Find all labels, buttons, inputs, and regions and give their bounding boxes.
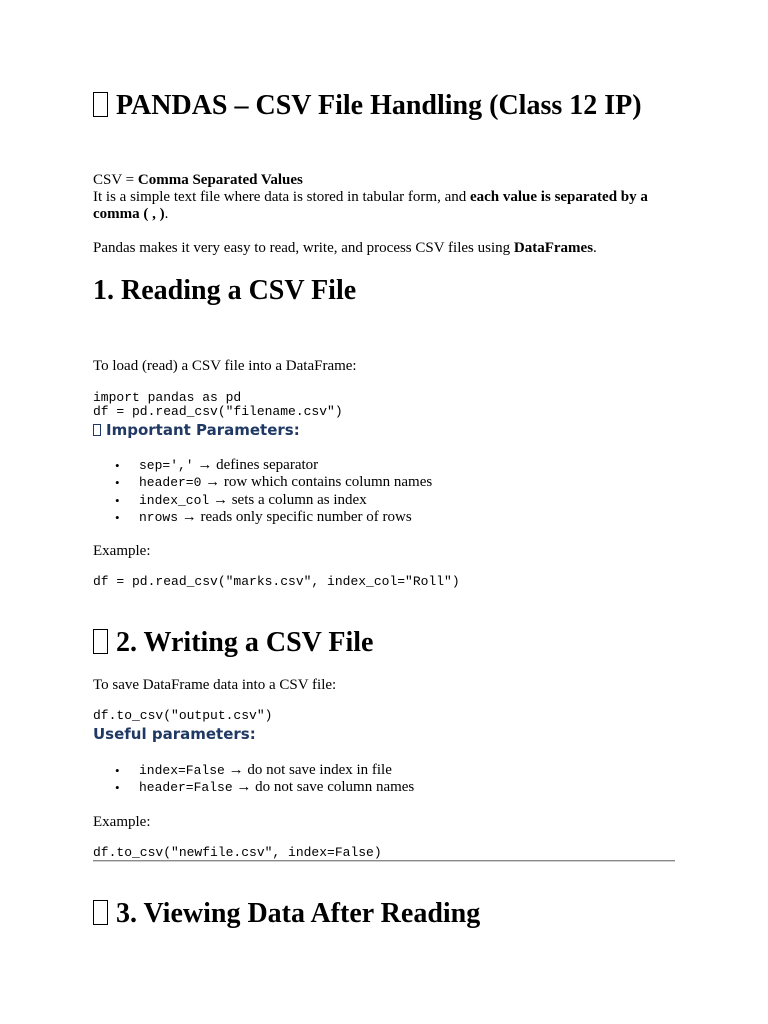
reading-lead: To load (read) a CSV file into a DataFrame:: [93, 358, 357, 374]
reading-code-block: import pandas as pd df = pd.read_csv("filename.csv"): [93, 390, 343, 419]
writing-example-label: Example:: [93, 814, 151, 830]
list-item: • index=False → do not save index in file: [115, 762, 392, 778]
writing-lead: To save DataFrame data into a CSV file:: [93, 677, 337, 693]
reading-params-list: [93, 457, 675, 526]
missing-glyph-icon: [93, 92, 108, 117]
writing-code-block: df.to_csv("output.csv"): [93, 708, 273, 723]
pandas-intro-bold: DataFrames: [513, 240, 594, 256]
list-item: • sep=',' → defines separator: [115, 457, 319, 473]
reading-example-label: Example:: [93, 543, 151, 559]
page-title: [93, 88, 675, 123]
missing-glyph-icon: [93, 424, 101, 436]
section-heading-writing: [93, 625, 675, 660]
missing-glyph-icon: [93, 900, 108, 925]
important-parameters-heading: [93, 421, 300, 439]
section-heading-viewing: [93, 896, 675, 931]
important-parameters-text: Important Parameters:: [106, 421, 300, 439]
csv-definition-bold: Comma Separated Values: [137, 172, 303, 188]
section-heading-viewing-text: 3. Viewing Data After Reading: [116, 898, 481, 929]
section-heading-reading: 1. Reading a CSV File: [93, 275, 357, 306]
list-item: • header=False → do not save column names: [115, 779, 415, 796]
section-heading-writing-text: 2. Writing a CSV File: [116, 627, 374, 658]
csv-definition: CSV = Comma Separated Values: [93, 172, 303, 188]
list-item: • nrows → reads only specific number of rows: [115, 508, 412, 525]
horizontal-rule: [93, 860, 675, 862]
useful-parameters-heading: Useful parameters:: [93, 725, 256, 743]
writing-params-list: [93, 762, 675, 797]
csv-description-bold: each value is separated by a comma ( , ): [93, 189, 648, 222]
csv-description: It is a simple text file where data is stored in tabular form, and each value is separated by a comma ( , ).: [93, 189, 648, 222]
page-title-text: PANDAS – CSV File Handling (Class 12 IP): [116, 90, 642, 121]
list-item: • header=0 → row which contains column names: [115, 474, 433, 491]
missing-glyph-icon: [93, 629, 108, 654]
reading-example-code: df = pd.read_csv("marks.csv", index_col="Roll"): [93, 574, 460, 589]
writing-example-code: df.to_csv("newfile.csv", index=False): [93, 845, 382, 860]
list-item: • index_col → sets a column as index: [115, 491, 367, 508]
pandas-intro: Pandas makes it very easy to read, write, and process CSV files using DataFrames.: [93, 240, 597, 256]
